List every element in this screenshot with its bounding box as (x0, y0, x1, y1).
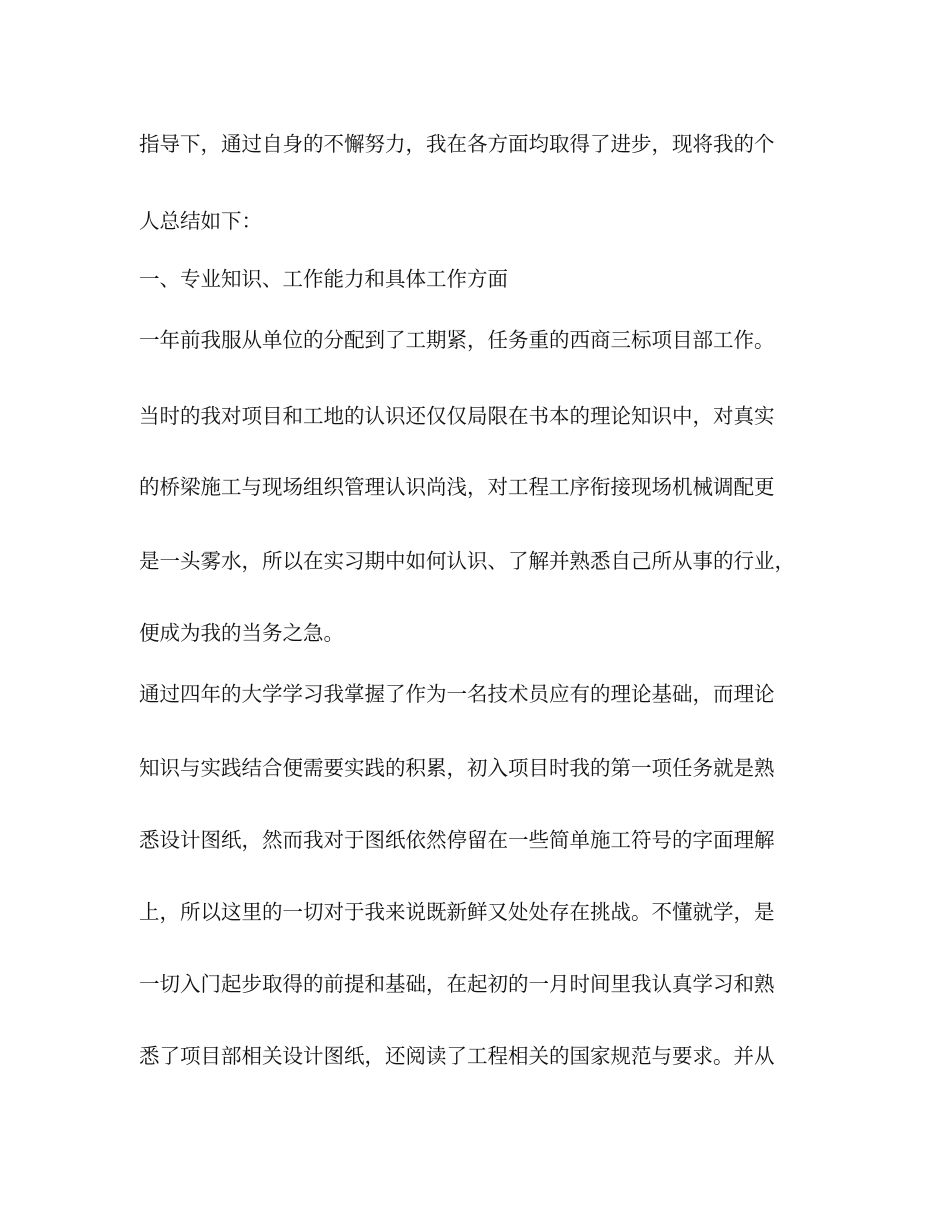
text-line: 一切入门起步取得的前提和基础，在起初的一月时间里我认真学习和熟 (139, 972, 775, 996)
text-line: 悉设计图纸，然而我对于图纸依然停留在一些简单施工符号的字面理解 (139, 828, 775, 852)
text-line: 的桥梁施工与现场组织管理认识尚浅，对工程工序衔接现场机械调配更 (139, 475, 775, 499)
text-line: 通过四年的大学学习我掌握了作为一名技术员应有的理论基础，而理论 (139, 682, 775, 706)
text-line: 人总结如下： (139, 209, 262, 233)
text-line: 指导下，通过自身的不懈努力，我在各方面均取得了进步，现将我的个 (139, 132, 775, 156)
text-line: 当时的我对项目和工地的认识还仅仅局限在书本的理论知识中，对真实 (139, 404, 775, 428)
text-line: 知识与实践结合便需要实践的积累，初入项目时我的第一项任务就是熟 (139, 756, 775, 780)
text-line: 一年前我服从单位的分配到了工期紧，任务重的西商三标项目部工作。 (139, 328, 775, 352)
text-line: 上，所以这里的一切对于我来说既新鲜又处处存在挑战。不懂就学，是 (139, 900, 775, 924)
section-heading: 一、专业知识、工作能力和具体工作方面 (139, 267, 508, 291)
text-line: 悉了项目部相关设计图纸，还阅读了工程相关的国家规范与要求。并从 (139, 1044, 775, 1068)
text-line: 便成为我的当务之急。 (139, 621, 344, 645)
text-line: 是一头雾水，所以在实习期中如何认识、了解并熟悉自己所从事的行业， (139, 549, 795, 573)
